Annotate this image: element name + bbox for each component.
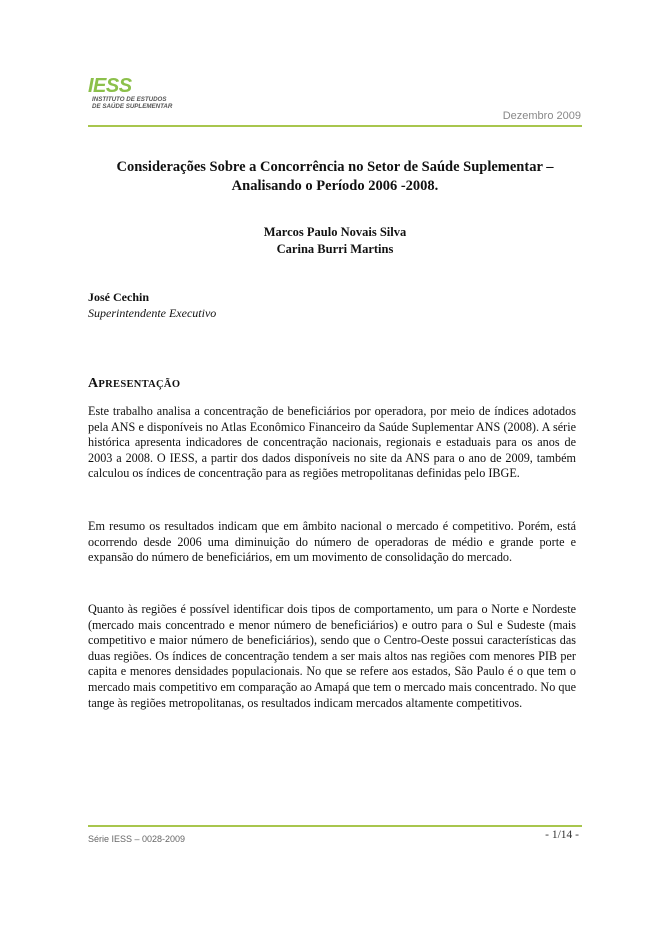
footer-divider xyxy=(88,825,582,827)
footer-series: Série IESS – 0028-2009 xyxy=(88,834,186,844)
author-list xyxy=(88,224,582,258)
paragraph: Quanto às regiões é possível identificar dois tipos de comportamento, um para o Norte e Nordeste (mercado mais concentrado e menor número de beneficiários) e outro para o Sul e Sudeste (mais competitivo e maior número de beneficiários), sendo que o Centro-Oeste possui características das duas regiões. Os índices de concentração tendem a ser mais altos nas regiões com menores PIB per capita e menores densidades populacionais. No que se refere aos estados, São Paulo é o que tem o mercado mais competitivo em comparação ao Amapá que tem o mercado mais concentrado. No que tange às regiões metropolitanas, os resultados indicam mercados altamente competitivos. xyxy=(88,602,576,710)
author-name: Marcos Paulo Novais Silva xyxy=(263,225,407,239)
page-number: - 1/14 - xyxy=(545,829,579,841)
title-line-2: Analisando o Período 2006 -2008. xyxy=(231,178,439,194)
title-line-1: Considerações Sobre a Concorrência no Setor de Saúde Suplementar – xyxy=(116,159,554,175)
signatory-name: José Cechin xyxy=(88,290,149,304)
section-heading: APRESENTAÇÃO xyxy=(88,376,181,391)
signatory-role: Superintendente Executivo xyxy=(88,306,217,320)
paragraph: Este trabalho analisa a concentração de beneficiários por operadora, por meio de índices adotados pela ANS e disponíveis no Atlas Econômico Financeiro da Saúde Suplementar ANS (2008). A série histórica apresenta indicadores de concentração nacionais, regionais e estaduais para os anos de 2003 a 2008. O IESS, a partir dos dados disponíveis no site da ANS para o ano de 2009, também calculou os índices de concentração para as regiões metropolitanas definidas pelo IBGE. xyxy=(88,404,576,481)
header-divider xyxy=(88,125,582,127)
author-name: Carina Burri Martins xyxy=(276,242,394,256)
document-title xyxy=(88,158,582,196)
logo-subtitle: INSTITUTO DE ESTUDOS DE SAÚDE SUPLEMENTAR xyxy=(92,96,173,110)
logo-wordmark: IESS xyxy=(88,75,132,97)
iess-logo xyxy=(88,76,188,116)
header-date: Dezembro 2009 xyxy=(502,110,581,122)
paragraph: Em resumo os resultados indicam que em âmbito nacional o mercado é competitivo. Porém, está ocorrendo desde 2006 uma diminuição do número de operadoras de médio e grande porte e expansão do número de beneficiários, em um movimento de consolidação do mercado. xyxy=(88,519,576,565)
signatory-block xyxy=(88,289,216,321)
